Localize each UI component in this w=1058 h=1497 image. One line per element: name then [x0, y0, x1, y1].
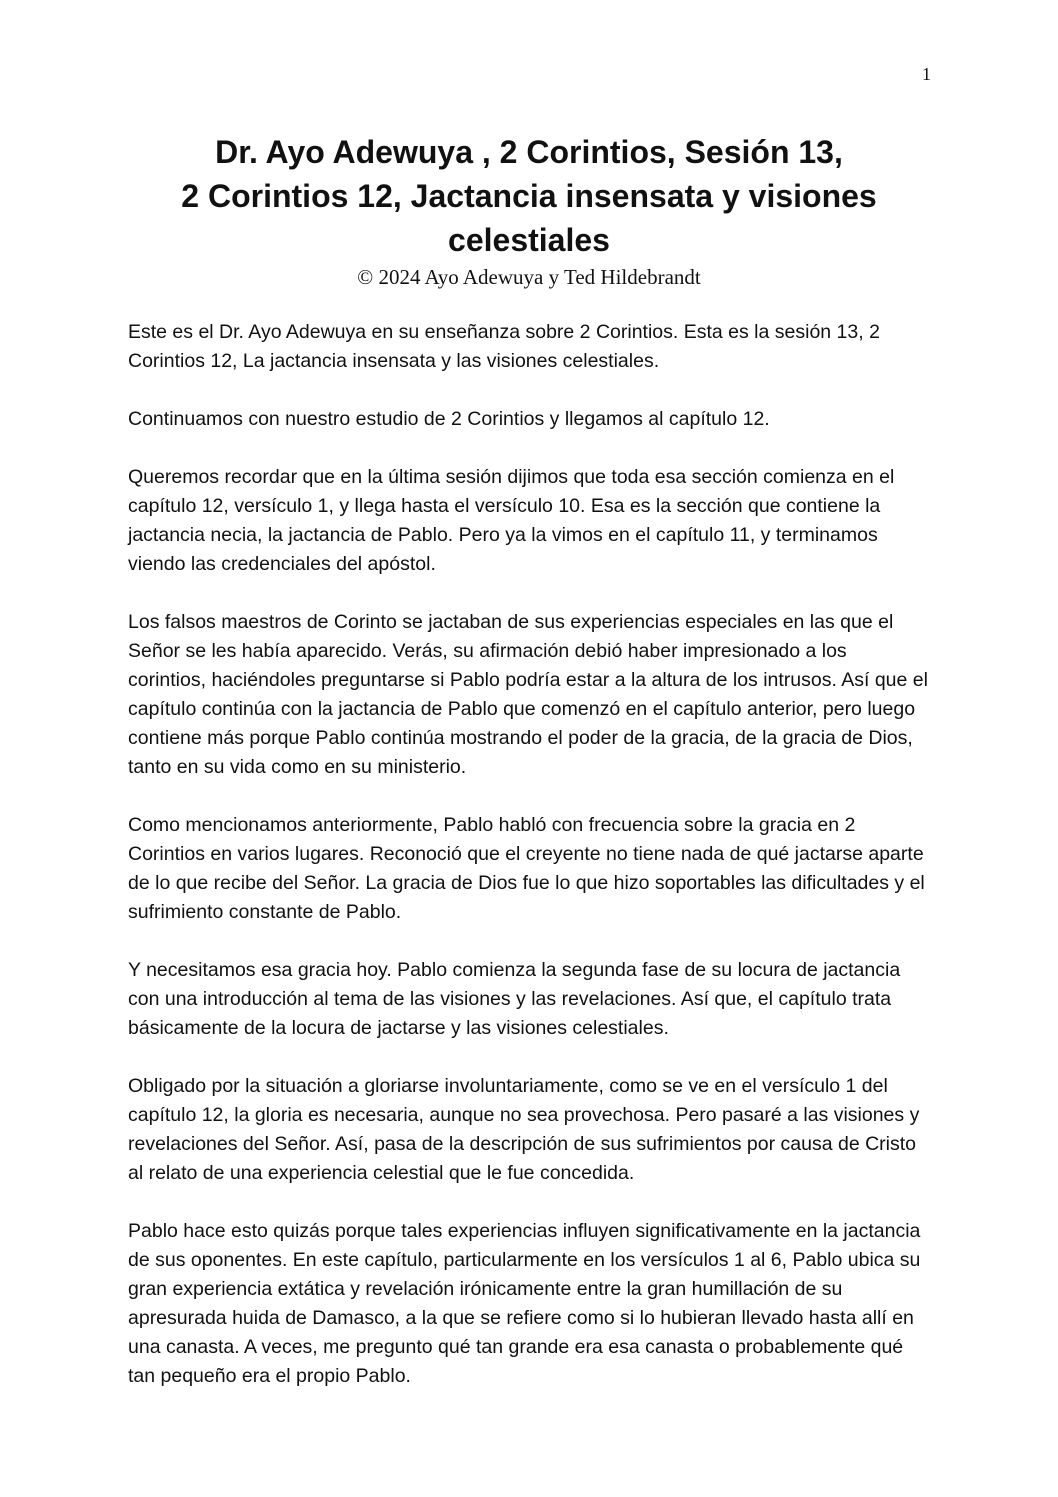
paragraph-5: Como mencionamos anteriormente, Pablo habló con frecuencia sobre la gracia en 2 Corintios en varios lugares. Reconoció que el creyente no tiene nada de qué jactarse aparte de lo que recibe del Señor. La gracia de Dios fue lo que hizo soportables las dificultades y el sufrimiento constante de Pablo. — [128, 814, 925, 923]
document-header — [100, 130, 958, 290]
page-number: 1 — [922, 64, 931, 84]
paragraph-3: Queremos recordar que en la última sesión dijimos que toda esa sección comienza en el capítulo 12, versículo 1, y llega hasta el versículo 10. Esa es la sección que contiene la jactancia necia, la jactancia de Pablo. Pero ya la vimos en el capítulo 11, y terminamos viendo las credenciales del apóstol. — [128, 466, 895, 575]
paragraph-6: Y necesitamos esa gracia hoy. Pablo comienza la segunda fase de su locura de jactancia con una introducción al tema de las visiones y las revelaciones. Así que, el capítulo trata básicamente de la locura de jactarse y las visiones celestiales. — [128, 959, 901, 1039]
title-line-3: celestiales — [448, 222, 610, 258]
document-body — [128, 318, 930, 1420]
title-line-2: 2 Corintios 12, Jactancia insensata y visiones — [181, 178, 877, 214]
paragraph-4: Los falsos maestros de Corinto se jactaban de sus experiencias especiales en las que el Señor se les había aparecido. Verás, su afirmación debió haber impresionado a los corintios, haciéndoles preguntarse si Pablo podría estar a la altura de los intrusos. Así que el capítulo continúa con la jactancia de Pablo que comenzó en el capítulo anterior, pero luego contiene más porque Pablo continúa mostrando el poder de la gracia, de la gracia de Dios, tanto en su vida como en su ministerio. — [128, 611, 928, 778]
paragraph-7: Obligado por la situación a gloriarse involuntariamente, como se ve en el versículo 1 del capítulo 12, la gloria es necesaria, aunque no sea provechosa. Pero pasaré a las visiones y revelaciones del Señor. Así, pasa de la descripción de sus sufrimientos por causa de Cristo al relato de una experiencia celestial que le fue concedida. — [128, 1075, 920, 1184]
copyright-line: © 2024 Ayo Adewuya y Ted Hildebrandt — [357, 265, 701, 289]
paragraph-1: Este es el Dr. Ayo Adewuya en su enseñanza sobre 2 Corintios. Esta es la sesión 13, 2 Corintios 12, La jactancia insensata y las visiones celestiales. — [128, 321, 880, 372]
document-title — [100, 130, 958, 262]
paragraph-8: Pablo hace esto quizás porque tales experiencias influyen significativamente en la jactancia de sus oponentes. En este capítulo, particularmente en los versículos 1 al 6, Pablo ubica su gran experiencia extática y revelación irónicamente entre la gran humillación de su apresurada huida de Damasco, a la que se refiere como si lo hubieran llevado hasta allí en una canasta. A veces, me pregunto qué tan grande era esa canasta o probablemente qué tan pequeño era el propio Pablo. — [128, 1220, 921, 1387]
title-line-1: Dr. Ayo Adewuya , 2 Corintios, Sesión 13, — [215, 134, 843, 170]
paragraph-2: Continuamos con nuestro estudio de 2 Corintios y llegamos al capítulo 12. — [128, 408, 770, 430]
